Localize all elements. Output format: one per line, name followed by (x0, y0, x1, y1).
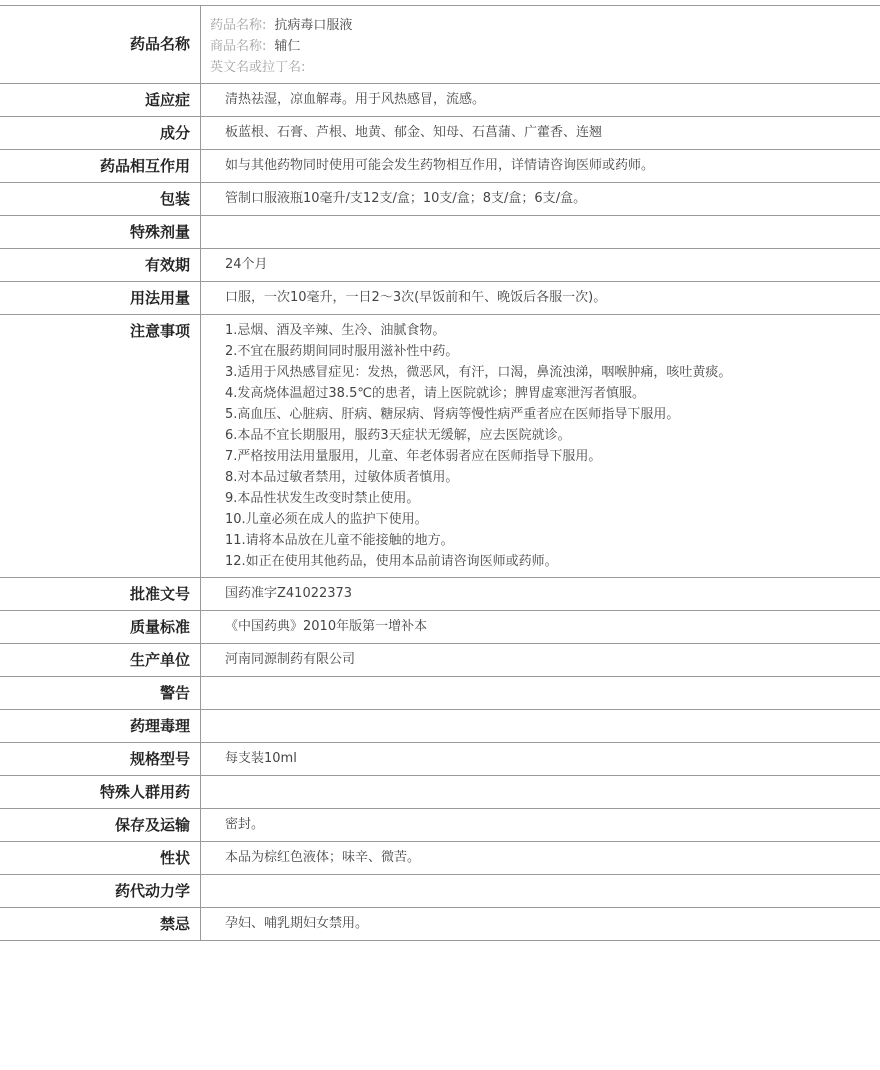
value-specification: 每支装10ml (201, 743, 880, 776)
label-pharmacology: 药理毒理 (0, 710, 201, 743)
trade-name-value: 辅仁 (274, 39, 301, 54)
trade-name-key: 商品名称: (210, 39, 267, 54)
generic-name-value: 抗病毒口服液 (274, 18, 353, 33)
value-special-populations (201, 776, 880, 809)
row-appearance (0, 842, 880, 875)
precaution-item: 11.请将本品放在儿童不能接触的地方。 (225, 533, 454, 548)
label-contraindications: 禁忌 (0, 908, 201, 941)
value-quality-standard: 《中国药典》2010年版第一增补本 (201, 611, 880, 644)
precaution-item: 2.不宜在服药期间同时服用滋补性中药。 (225, 344, 459, 359)
drug-spec-table (0, 5, 880, 941)
value-appearance: 本品为棕红色液体；味辛、微苦。 (201, 842, 880, 875)
row-pharmacology (0, 710, 880, 743)
value-shelf-life: 24个月 (201, 249, 880, 282)
precaution-item: 3.适用于风热感冒症见：发热，微恶风，有汗，口渴，鼻流浊涕，咽喉肿痛，咳吐黄痰。 (225, 365, 732, 380)
value-pharmacokinetics (201, 875, 880, 908)
value-contraindications: 孕妇、哺乳期妇女禁用。 (201, 908, 880, 941)
label-packaging: 包装 (0, 183, 201, 216)
row-packaging (0, 183, 880, 216)
row-pharmacokinetics (0, 875, 880, 908)
value-storage: 密封。 (201, 809, 880, 842)
value-warning (201, 677, 880, 710)
value-pharmacology (201, 710, 880, 743)
precaution-item: 10.儿童必须在成人的监护下使用。 (225, 512, 428, 527)
english-name-line (210, 57, 880, 78)
row-storage (0, 809, 880, 842)
row-usage (0, 282, 880, 315)
value-manufacturer: 河南同源制药有限公司 (201, 644, 880, 677)
english-name-key: 英文名或拉丁名: (210, 60, 306, 75)
label-special-populations: 特殊人群用药 (0, 776, 201, 809)
row-contraindications (0, 908, 880, 941)
value-special-dosage (201, 216, 880, 249)
precaution-item: 5.高血压、心脏病、肝病、糖尿病、肾病等慢性病严重者应在医师指导下服用。 (225, 407, 680, 422)
row-specification (0, 743, 880, 776)
value-approval-number: 国药准字Z41022373 (201, 578, 880, 611)
label-precautions: 注意事项 (0, 315, 201, 578)
label-specification: 规格型号 (0, 743, 201, 776)
value-precautions (201, 315, 880, 578)
label-ingredients: 成分 (0, 117, 201, 150)
row-special-dosage (0, 216, 880, 249)
row-ingredients (0, 117, 880, 150)
label-interactions: 药品相互作用 (0, 150, 201, 183)
label-pharmacokinetics: 药代动力学 (0, 875, 201, 908)
label-warning: 警告 (0, 677, 201, 710)
precaution-item: 12.如正在使用其他药品，使用本品前请咨询医师或药师。 (225, 554, 558, 569)
value-drug-name (201, 6, 880, 84)
precaution-item: 6.本品不宜长期服用，服药3天症状无缓解，应去医院就诊。 (225, 428, 571, 443)
label-usage: 用法用量 (0, 282, 201, 315)
row-precautions (0, 315, 880, 578)
value-interactions: 如与其他药物同时使用可能会发生药物相互作用，详情请咨询医师或药师。 (201, 150, 880, 183)
label-shelf-life: 有效期 (0, 249, 201, 282)
trade-name-line (210, 36, 880, 57)
row-shelf-life (0, 249, 880, 282)
row-warning (0, 677, 880, 710)
label-appearance: 性状 (0, 842, 201, 875)
label-approval-number: 批准文号 (0, 578, 201, 611)
precaution-item: 4.发高烧体温超过38.5℃的患者，请上医院就诊；脾胃虚寒泄泻者慎服。 (225, 386, 645, 401)
precaution-item: 7.严格按用法用量服用，儿童、年老体弱者应在医师指导下服用。 (225, 449, 602, 464)
row-drug-name (0, 6, 880, 84)
generic-name-key: 药品名称: (210, 18, 267, 33)
value-ingredients: 板蓝根、石膏、芦根、地黄、郁金、知母、石菖蒲、广藿香、连翘 (201, 117, 880, 150)
row-manufacturer (0, 644, 880, 677)
label-manufacturer: 生产单位 (0, 644, 201, 677)
label-special-dosage: 特殊剂量 (0, 216, 201, 249)
value-indications: 清热祛湿，凉血解毒。用于风热感冒，流感。 (201, 84, 880, 117)
label-drug-name: 药品名称 (0, 6, 201, 84)
row-quality-standard (0, 611, 880, 644)
row-special-populations (0, 776, 880, 809)
value-usage: 口服，一次10毫升，一日2～3次(早饭前和午、晚饭后各服一次)。 (201, 282, 880, 315)
generic-name-line (210, 15, 880, 36)
value-packaging: 管制口服液瓶10毫升/支12支/盒；10支/盒；8支/盒；6支/盒。 (201, 183, 880, 216)
precaution-item: 9.本品性状发生改变时禁止使用。 (225, 491, 420, 506)
label-indications: 适应症 (0, 84, 201, 117)
row-interactions (0, 150, 880, 183)
label-quality-standard: 质量标准 (0, 611, 201, 644)
label-storage: 保存及运输 (0, 809, 201, 842)
precaution-item: 8.对本品过敏者禁用，过敏体质者慎用。 (225, 470, 459, 485)
precaution-item: 1.忌烟、酒及辛辣、生冷、油腻食物。 (225, 323, 446, 338)
row-indications (0, 84, 880, 117)
row-approval-number (0, 578, 880, 611)
